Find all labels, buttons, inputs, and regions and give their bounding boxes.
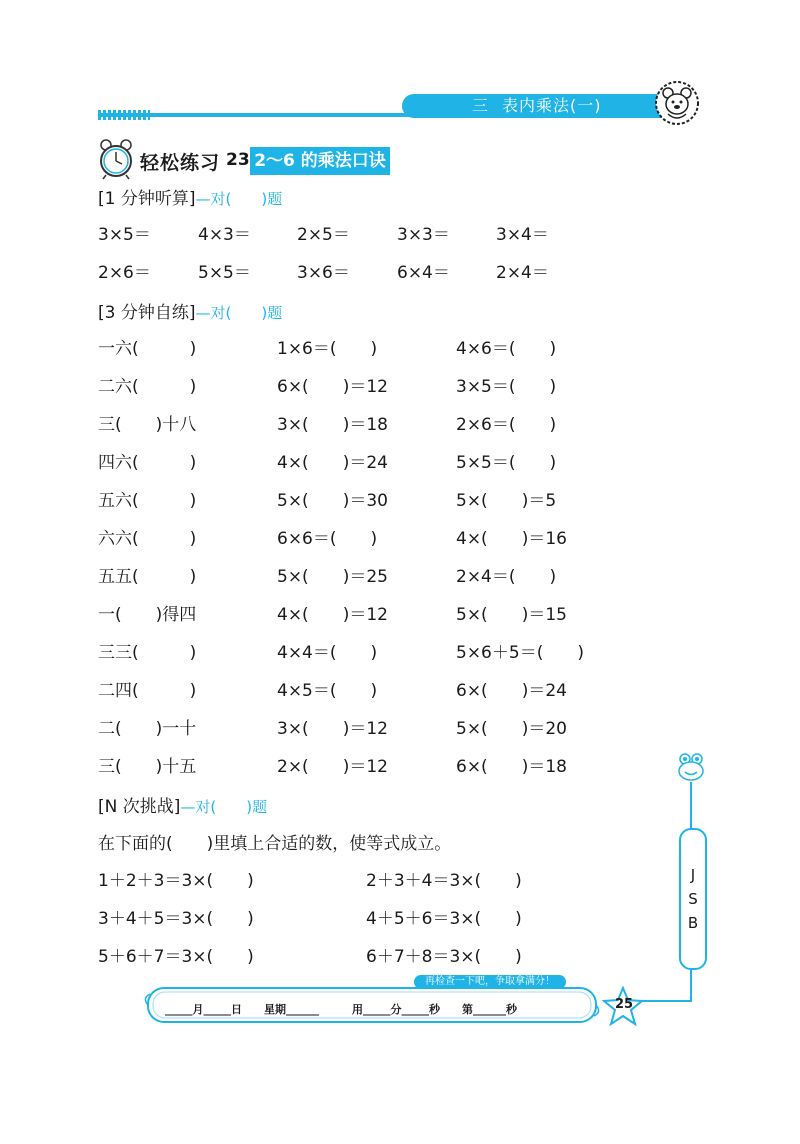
practice-item: 4×( )＝24 [277, 453, 388, 473]
practice-item: 4×5＝( ) [277, 681, 378, 701]
practice-item: 6×6＝( ) [277, 529, 378, 549]
practice-item: 1×6＝( ) [277, 339, 378, 359]
practice-row [0, 448, 800, 472]
header-dash-decoration [98, 110, 150, 120]
challenge-item: 3＋4＋5＝3×( ) [98, 909, 254, 929]
practice-item: 二六( ) [98, 377, 197, 397]
practice-item: 4×6＝( ) [456, 339, 557, 359]
challenge-instruction: 在下面的( )里填上合适的数，使等式成立。 [98, 834, 452, 854]
chapter-number: 三 [472, 96, 489, 115]
practice-row [0, 372, 800, 396]
practice-item: 5×6＋5＝( ) [456, 643, 584, 663]
series-letter: J [690, 866, 696, 884]
practice-item: 一( )得四 [98, 605, 197, 625]
practice-row [0, 562, 800, 586]
frog-icon [676, 752, 706, 784]
oral-item: 6×4＝ [397, 263, 450, 283]
practice-item: 5×( )＝25 [277, 567, 388, 587]
section-2-label: [3 分钟自练] [98, 303, 196, 323]
practice-row [0, 676, 800, 700]
oral-item: 2×4＝ [496, 263, 549, 283]
oral-item: 3×6＝ [297, 263, 350, 283]
section-1-heading [98, 184, 282, 209]
section-1-label: [1 分钟听算] [98, 189, 196, 209]
practice-row [0, 410, 800, 434]
bear-icon [654, 80, 700, 126]
challenge-item: 5＋6＋7＝3×( ) [98, 947, 254, 967]
oral-item: 5×5＝ [198, 263, 251, 283]
oral-item: 3×5＝ [98, 225, 151, 245]
practice-item: 6×( )＝24 [456, 681, 567, 701]
challenge-item: 2＋3＋4＝3×( ) [366, 871, 522, 891]
practice-item: 3×( )＝12 [277, 719, 388, 739]
practice-row [0, 600, 800, 624]
oral-row-2 [0, 258, 800, 282]
practice-item: 5×( )＝30 [277, 491, 388, 511]
oral-row-1 [0, 220, 800, 244]
practice-row [0, 486, 800, 510]
practice-item: 5×( )＝15 [456, 605, 567, 625]
footer-tagline: 再检查一下吧，争取拿满分！ [414, 975, 566, 989]
oral-item: 2×5＝ [297, 225, 350, 245]
section-2-heading [98, 298, 282, 323]
section-1-score-note: —对( )题 [195, 190, 283, 208]
footer-fields: _____月_____日 星期______ 用_____分_____秒 第______秒 [165, 1003, 517, 1016]
page-number: 25 [614, 997, 634, 1012]
oral-item: 3×4＝ [496, 225, 549, 245]
alarm-clock-icon [96, 137, 136, 181]
practice-item: 二( )一十 [98, 719, 197, 739]
series-code-pill [679, 828, 707, 970]
practice-item: 一六( ) [98, 339, 197, 359]
practice-item: 2×( )＝12 [277, 757, 388, 777]
practice-item: 5×( )＝20 [456, 719, 567, 739]
practice-item: 三( )十五 [98, 757, 197, 777]
practice-item: 5×( )＝5 [456, 491, 557, 511]
side-rule-horizontal [636, 1000, 692, 1002]
practice-item: 三三( ) [98, 643, 197, 663]
practice-item: 4×( )＝12 [277, 605, 388, 625]
practice-row [0, 638, 800, 662]
practice-item: 四六( ) [98, 453, 197, 473]
section-3-label: [N 次挑战] [98, 797, 181, 817]
oral-item: 3×3＝ [397, 225, 450, 245]
practice-item: 六六( ) [98, 529, 197, 549]
practice-row [0, 714, 800, 738]
practice-item: 4×( )＝16 [456, 529, 567, 549]
challenge-item: 1＋2＋3＝3×( ) [98, 871, 254, 891]
practice-item: 五六( ) [98, 491, 197, 511]
section-3-heading [98, 792, 267, 817]
section-2-score-note: —对( )题 [195, 304, 283, 322]
challenge-item: 4＋5＋6＝3×( ) [366, 909, 522, 929]
practice-item: 2×6＝( ) [456, 415, 557, 435]
oral-item: 4×3＝ [198, 225, 251, 245]
practice-item: 3×5＝( ) [456, 377, 557, 397]
practice-item: 4×4＝( ) [277, 643, 378, 663]
practice-row [0, 524, 800, 548]
chapter-title: 表内乘法(一) [502, 96, 602, 115]
lesson-number: 23 [226, 150, 250, 170]
practice-row [0, 334, 800, 358]
series-letter: B [687, 914, 699, 932]
practice-item: 5×5＝( ) [456, 453, 557, 473]
practice-item: 五五( ) [98, 567, 197, 587]
practice-item: 2×4＝( ) [456, 567, 557, 587]
lesson-title: 轻松练习 [140, 152, 221, 174]
practice-item: 3×( )＝18 [277, 415, 388, 435]
practice-item: 6×( )＝18 [456, 757, 567, 777]
lesson-subtitle: 2～6 的乘法口诀 [250, 147, 390, 175]
challenge-item: 6＋7＋8＝3×( ) [366, 947, 522, 967]
practice-item: 6×( )＝12 [277, 377, 388, 397]
section-3-score-note: —对( )题 [180, 798, 268, 816]
chapter-banner [402, 94, 666, 118]
practice-item: 二四( ) [98, 681, 197, 701]
practice-item: 三( )十八 [98, 415, 197, 435]
series-letter: S [688, 890, 698, 908]
oral-item: 2×6＝ [98, 263, 151, 283]
